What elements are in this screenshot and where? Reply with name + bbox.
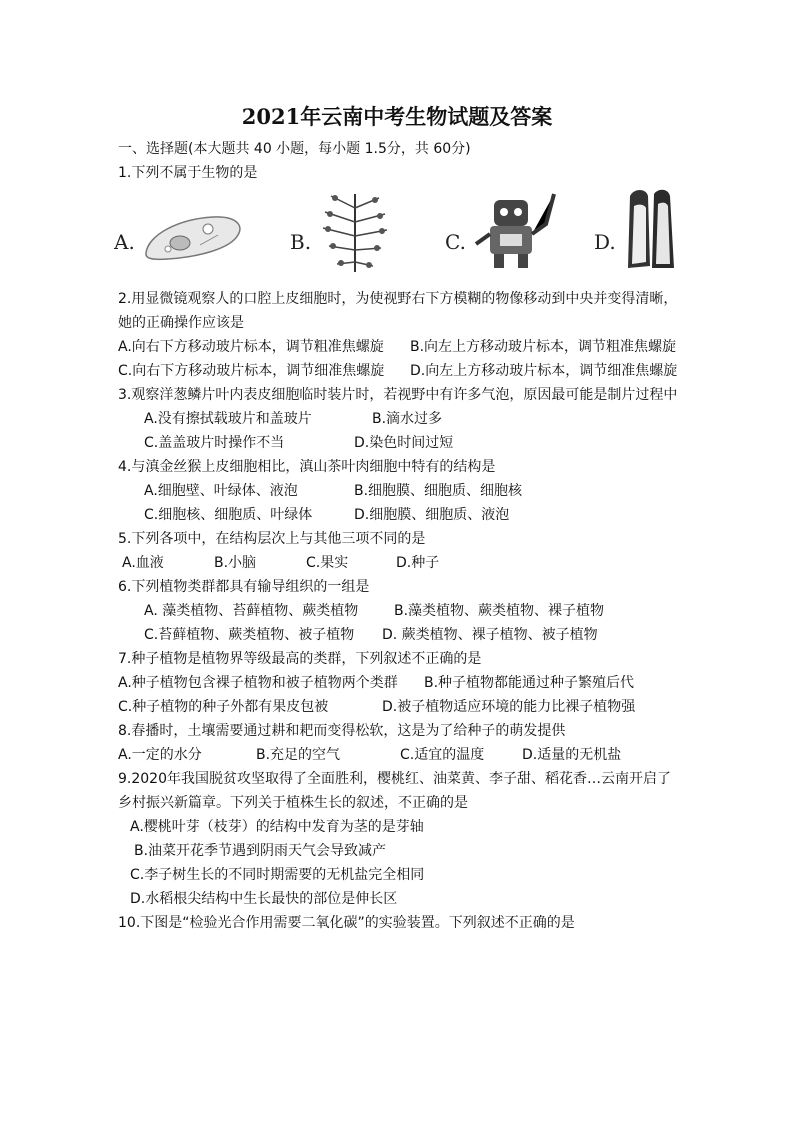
q9-option-c: C.李子树生长的不同时期需要的无机盐完全相同	[130, 867, 425, 883]
robot-illustration	[470, 190, 556, 270]
q7-option-d: D.被子植物适应环境的能力比裸子植物强	[382, 699, 636, 715]
q8-option-c: C.适宜的温度	[400, 747, 485, 763]
q8-option-a: A.一定的水分	[118, 747, 202, 763]
question-9-stem-line1: 9.2020年我国脱贫攻坚取得了全面胜利，樱桃红、油菜黄、李子甜、稻花香…云南开启了	[118, 771, 671, 787]
question-7-stem: 7.种子植物是植物界等级最高的类群，下列叙述不正确的是	[118, 651, 482, 667]
question-2-stem-line1: 2.用显微镜观察人的口腔上皮细胞时，为使视野右下方模糊的物像移动到中央并变得清晰，	[118, 291, 678, 307]
paramecium-illustration	[138, 205, 248, 265]
q4-option-d: D.细胞膜、细胞质、液泡	[354, 507, 510, 523]
q7-option-a: A.种子植物包含裸子植物和被子植物两个类群	[118, 675, 398, 691]
q2-option-d: D.向左上方移动玻片标本，调节细准焦螺旋	[410, 363, 678, 379]
q9-option-a: A.樱桃叶芽（枝芽）的结构中发育为茎的是芽轴	[130, 819, 424, 835]
q7-option-c: C.种子植物的种子外都有果皮包被	[118, 699, 329, 715]
q9-option-d: D.水稻根尖结构中生长最快的部位是伸长区	[130, 891, 398, 907]
section-heading: 一、选择题(本大题共 40 小题，每小题 1.5分，共 60分)	[118, 141, 471, 157]
q7-option-b: B.种子植物都能通过种子繁殖后代	[424, 675, 635, 691]
q1-label-d: D.	[594, 230, 616, 254]
q3-option-d: D.染色时间过短	[354, 435, 454, 451]
q2-option-b: B.向左上方移动玻片标本，调节粗准焦螺旋	[410, 339, 677, 355]
q2-option-a: A.向右下方移动玻片标本，调节粗准焦螺旋	[118, 339, 384, 355]
q4-option-b: B.细胞膜、细胞质、细胞核	[354, 483, 523, 499]
q4-option-a: A.细胞壁、叶绿体、液泡	[144, 483, 298, 499]
q2-option-c: C.向右下方移动玻片标本，调节细准焦螺旋	[118, 363, 385, 379]
q6-option-c: C.苔藓植物、蕨类植物、被子植物	[144, 627, 355, 643]
question-10-stem: 10.下图是“检验光合作用需要二氧化碳”的实验装置。下列叙述不正确的是	[118, 915, 575, 931]
question-5-stem: 5.下列各项中，在结构层次上与其他三项不同的是	[118, 531, 426, 547]
page-title: 2021年云南中考生物试题及答案	[241, 104, 553, 129]
question-9-stem-line2: 乡村振兴新篇章。下列关于植株生长的叙述，不正确的是	[118, 795, 468, 811]
q9-option-b: B.油菜开花季节遇到阴雨天气会导致减产	[134, 843, 387, 859]
q3-option-c: C.盖盖玻片时操作不当	[144, 435, 285, 451]
q1-label-b: B.	[290, 230, 312, 254]
q1-label-c: C.	[445, 230, 466, 254]
q6-option-d: D. 蕨类植物、裸子植物、被子植物	[382, 627, 598, 643]
q5-option-d: D.种子	[396, 555, 440, 571]
question-4-stem: 4.与滇金丝猴上皮细胞相比，滇山茶叶肉细胞中特有的结构是	[118, 459, 496, 475]
question-2-stem-line2: 她的正确操作应该是	[118, 315, 244, 331]
question-6-stem: 6.下列植物类群都具有输导组织的一组是	[118, 579, 370, 595]
q5-option-c: C.果实	[306, 555, 349, 571]
q8-option-b: B.充足的空气	[256, 747, 341, 763]
q8-option-d: D.适量的无机盐	[522, 747, 622, 763]
q5-option-b: B.小脑	[214, 555, 257, 571]
question-1-stem: 1.下列不属于生物的是	[118, 165, 258, 181]
q6-option-a: A. 藻类植物、苔藓植物、蕨类植物	[144, 603, 359, 619]
q3-option-b: B.滴水过多	[372, 411, 443, 427]
question-3-stem: 3.观察洋葱鳞片叶内表皮细胞临时装片时，若视野中有许多气泡，原因最可能是制片过程中	[118, 387, 678, 403]
q4-option-c: C.细胞核、细胞质、叶绿体	[144, 507, 313, 523]
q6-option-b: B.藻类植物、蕨类植物、裸子植物	[394, 603, 605, 619]
fern-illustration	[315, 188, 395, 274]
question-8-stem: 8.春播时，土壤需要通过耕和耙而变得松软，这是为了给种子的萌发提供	[118, 723, 566, 739]
q1-label-a: A.	[114, 230, 135, 254]
q3-option-a: A.没有擦拭载玻片和盖玻片	[144, 411, 312, 427]
penguin-illustration	[620, 186, 678, 274]
q5-option-a: A.血液	[122, 555, 164, 571]
